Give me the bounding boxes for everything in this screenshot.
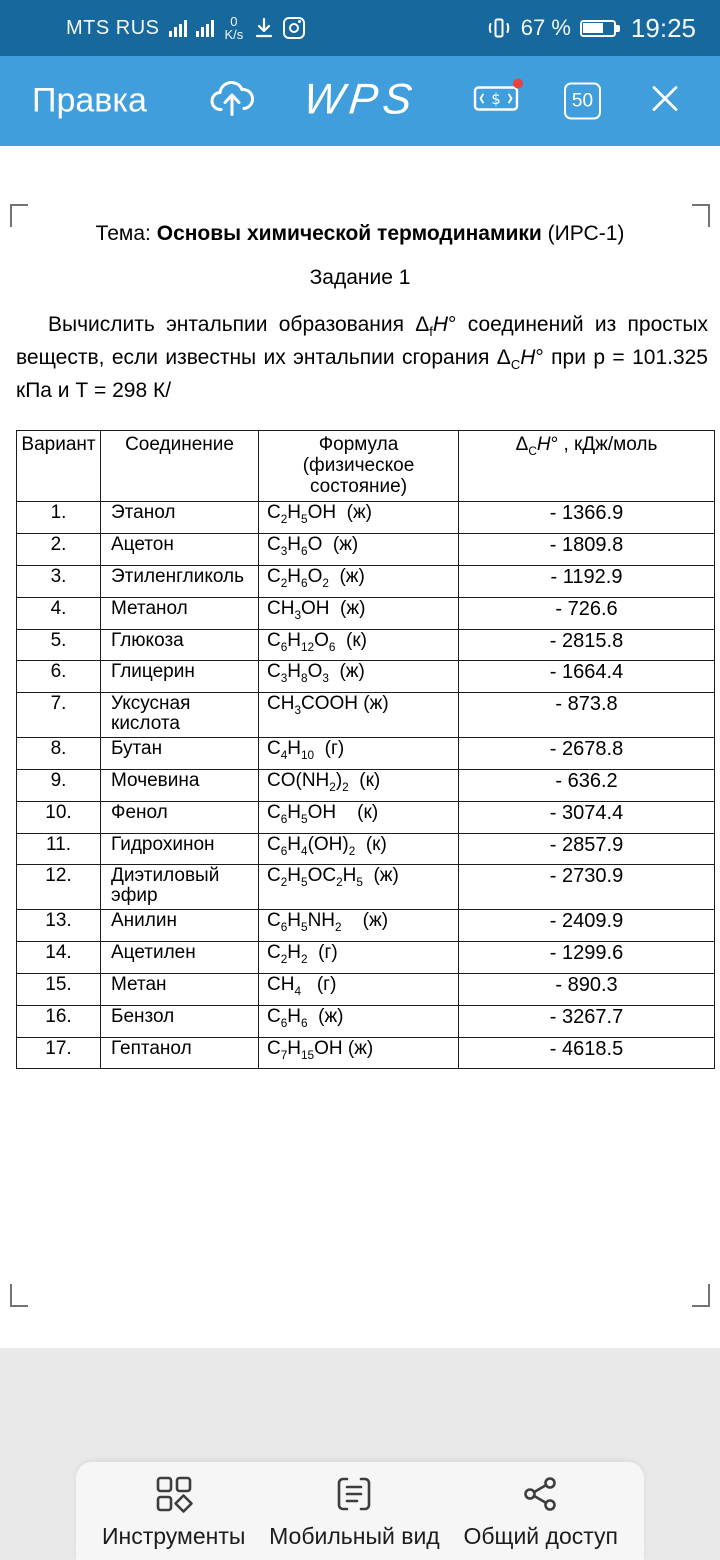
share-icon xyxy=(521,1474,561,1519)
document-content xyxy=(0,146,720,1069)
network-speed-indicator xyxy=(225,15,244,41)
table-row xyxy=(17,565,715,597)
cell-compound: Глюкоза xyxy=(101,629,259,661)
cell-variant: 1. xyxy=(17,502,101,534)
close-icon[interactable] xyxy=(650,84,680,119)
bottom-toolbar xyxy=(76,1462,644,1560)
cell-formula: $C_7H_{15}OH$ (ж) xyxy=(259,1037,459,1069)
signal-icon-sim1 xyxy=(169,20,187,37)
cell-formula: $C_6H_5OH$ (к) xyxy=(259,801,459,833)
cell-compound: Этиленгликоль xyxy=(101,565,259,597)
cell-value: - 890.3 xyxy=(459,973,715,1005)
doc-paragraph: Вычислить энтальпии образования $\Delta_fH^\circ$ соединений из простых веществ, если известны их энтальпии сгорания $\Delta_CH^\circ$ при р = 101.325 кПа и Т = 298 К/ xyxy=(16,313,708,403)
cell-value: - 1366.9 xyxy=(459,502,715,534)
doc-title xyxy=(0,222,720,246)
cell-value: - 1664.4 xyxy=(459,661,715,693)
col-header-enthalpy: $\Delta_CH^\circ$ , кДж/моль xyxy=(459,431,715,502)
cell-formula: $C_2H_2$ (г) xyxy=(259,942,459,974)
table-row xyxy=(17,502,715,534)
speed-value: 0 xyxy=(230,14,238,29)
edit-button[interactable]: Правка xyxy=(32,81,147,120)
cell-compound: Уксусная кислота xyxy=(101,693,259,738)
doc-title-main: Основы химической термодинамики xyxy=(156,222,542,245)
cell-variant: 8. xyxy=(17,738,101,770)
mobile-view-label: Мобильный вид xyxy=(269,1523,440,1549)
cell-compound: Диэтиловый эфир xyxy=(101,865,259,910)
cell-compound: Ацетон xyxy=(101,534,259,566)
cell-variant: 9. xyxy=(17,769,101,801)
cell-variant: 10. xyxy=(17,801,101,833)
cell-formula: $CH_3COOH$ (ж) xyxy=(259,693,459,738)
doc-subtitle: Задание 1 xyxy=(309,266,411,289)
cell-variant: 17. xyxy=(17,1037,101,1069)
cell-value: - 2409.9 xyxy=(459,910,715,942)
clock: 19:25 xyxy=(630,12,696,43)
cell-formula: $CH_4$ (г) xyxy=(259,973,459,1005)
cell-value: - 3074.4 xyxy=(459,801,715,833)
cell-variant: 7. xyxy=(17,693,101,738)
cell-compound: Этанол xyxy=(101,502,259,534)
cell-compound: Бутан xyxy=(101,738,259,770)
cell-value: - 4618.5 xyxy=(459,1037,715,1069)
cell-variant: 5. xyxy=(17,629,101,661)
page-corner-mark-top-left xyxy=(10,204,28,227)
table-row xyxy=(17,738,715,770)
cell-formula: $C_3H_8O_3$ (ж) xyxy=(259,661,459,693)
cell-value: - 2678.8 xyxy=(459,738,715,770)
cell-value: - 636.2 xyxy=(459,769,715,801)
svg-text:$: $ xyxy=(491,90,501,108)
cell-compound: Мочевина xyxy=(101,769,259,801)
cell-variant: 11. xyxy=(17,833,101,865)
battery-icon xyxy=(580,20,616,37)
table-body xyxy=(17,502,715,1069)
cell-compound: Гидрохинон xyxy=(101,833,259,865)
cell-compound: Глицерин xyxy=(101,661,259,693)
cell-value: - 3267.7 xyxy=(459,1005,715,1037)
cell-formula: $C_3H_6O$ (ж) xyxy=(259,534,459,566)
page-count-badge[interactable]: 50 xyxy=(564,83,601,120)
cell-formula: $C_2H_5OH$ (ж) xyxy=(259,502,459,534)
cell-value: - 873.8 xyxy=(459,693,715,738)
table-row xyxy=(17,833,715,865)
tools-grid-icon xyxy=(154,1474,194,1519)
cell-compound: Метанол xyxy=(101,597,259,629)
tools-button[interactable] xyxy=(102,1474,245,1560)
table-row xyxy=(17,693,715,738)
cell-formula: $C_6H_6$ (ж) xyxy=(259,1005,459,1037)
download-icon xyxy=(254,17,274,39)
compound-table xyxy=(16,430,715,1069)
wps-logo[interactable]: WPS xyxy=(301,75,420,124)
table-row xyxy=(17,597,715,629)
cell-variant: 13. xyxy=(17,910,101,942)
table-row xyxy=(17,801,715,833)
col-header-compound: Соединение xyxy=(101,431,259,502)
share-button[interactable] xyxy=(463,1474,618,1560)
carrier-label: MTS RUS xyxy=(66,16,160,39)
page-corner-mark-bottom-right xyxy=(692,1284,710,1307)
vibrate-icon xyxy=(486,16,512,40)
table-header-row xyxy=(17,431,715,502)
table-row xyxy=(17,1037,715,1069)
tools-label: Инструменты xyxy=(102,1523,246,1549)
camera-lens xyxy=(289,23,299,33)
battery-percent: 67 % xyxy=(520,15,571,40)
cell-variant: 14. xyxy=(17,942,101,974)
cell-value: - 1192.9 xyxy=(459,565,715,597)
cell-variant: 3. xyxy=(17,565,101,597)
table-row xyxy=(17,1005,715,1037)
cloud-upload-icon[interactable] xyxy=(208,79,256,124)
cell-compound: Фенол xyxy=(101,801,259,833)
table-row xyxy=(17,534,715,566)
cell-variant: 12. xyxy=(17,865,101,910)
table-row xyxy=(17,661,715,693)
cell-formula: $C_2H_5OC_2H_5$ (ж) xyxy=(259,865,459,910)
cell-variant: 4. xyxy=(17,597,101,629)
cell-formula: $C_6H_5NH_2$ (ж) xyxy=(259,910,459,942)
cell-value: - 726.6 xyxy=(459,597,715,629)
col-header-formula: Формула (физическое состояние) xyxy=(259,431,459,502)
status-bar xyxy=(0,0,720,56)
table-row xyxy=(17,973,715,1005)
notification-dot xyxy=(513,79,523,89)
cell-formula: $C_6H_4(OH)_2$ (к) xyxy=(259,833,459,865)
doc-title-suffix: (ИРС-1) xyxy=(541,222,625,245)
cell-variant: 2. xyxy=(17,534,101,566)
cell-compound: Ацетилен xyxy=(101,942,259,974)
cell-formula: $CH_3OH$ (ж) xyxy=(259,597,459,629)
cell-compound: Гептанол xyxy=(101,1037,259,1069)
battery-level xyxy=(583,23,602,33)
cell-value: - 2730.9 xyxy=(459,865,715,910)
table-row xyxy=(17,865,715,910)
mobile-view-icon xyxy=(334,1474,374,1519)
table-row xyxy=(17,910,715,942)
table-row xyxy=(17,629,715,661)
cell-variant: 16. xyxy=(17,1005,101,1037)
app-toolbar xyxy=(0,56,720,146)
camera-icon xyxy=(283,17,305,39)
doc-title-prefix: Тема: xyxy=(95,222,157,245)
document-page[interactable] xyxy=(0,146,720,1348)
mobile-view-button[interactable] xyxy=(269,1474,440,1560)
speed-unit: K/s xyxy=(224,27,244,42)
share-label: Общий доступ xyxy=(463,1523,618,1549)
cell-compound: Бензол xyxy=(101,1005,259,1037)
cell-value: - 2857.9 xyxy=(459,833,715,865)
cell-formula: $C_4H_{10}$ (г) xyxy=(259,738,459,770)
cell-formula: $CO(NH_2)_2$ (к) xyxy=(259,769,459,801)
cell-variant: 6. xyxy=(17,661,101,693)
premium-wallet-icon[interactable] xyxy=(472,82,520,121)
cell-compound: Анилин xyxy=(101,910,259,942)
page-corner-mark-top-right xyxy=(692,204,710,227)
cell-formula: $C_2H_6O_2$ (ж) xyxy=(259,565,459,597)
cell-formula: $C_6H_{12}O_6$ (к) xyxy=(259,629,459,661)
cell-value: - 2815.8 xyxy=(459,629,715,661)
cell-value: - 1299.6 xyxy=(459,942,715,974)
col-header-variant: Вариант xyxy=(17,431,101,502)
page-corner-mark-bottom-left xyxy=(10,1284,28,1307)
table-row xyxy=(17,942,715,974)
cell-compound: Метан xyxy=(101,973,259,1005)
table-row xyxy=(17,769,715,801)
cell-variant: 15. xyxy=(17,973,101,1005)
cell-value: - 1809.8 xyxy=(459,534,715,566)
signal-icon-sim2 xyxy=(196,20,214,37)
